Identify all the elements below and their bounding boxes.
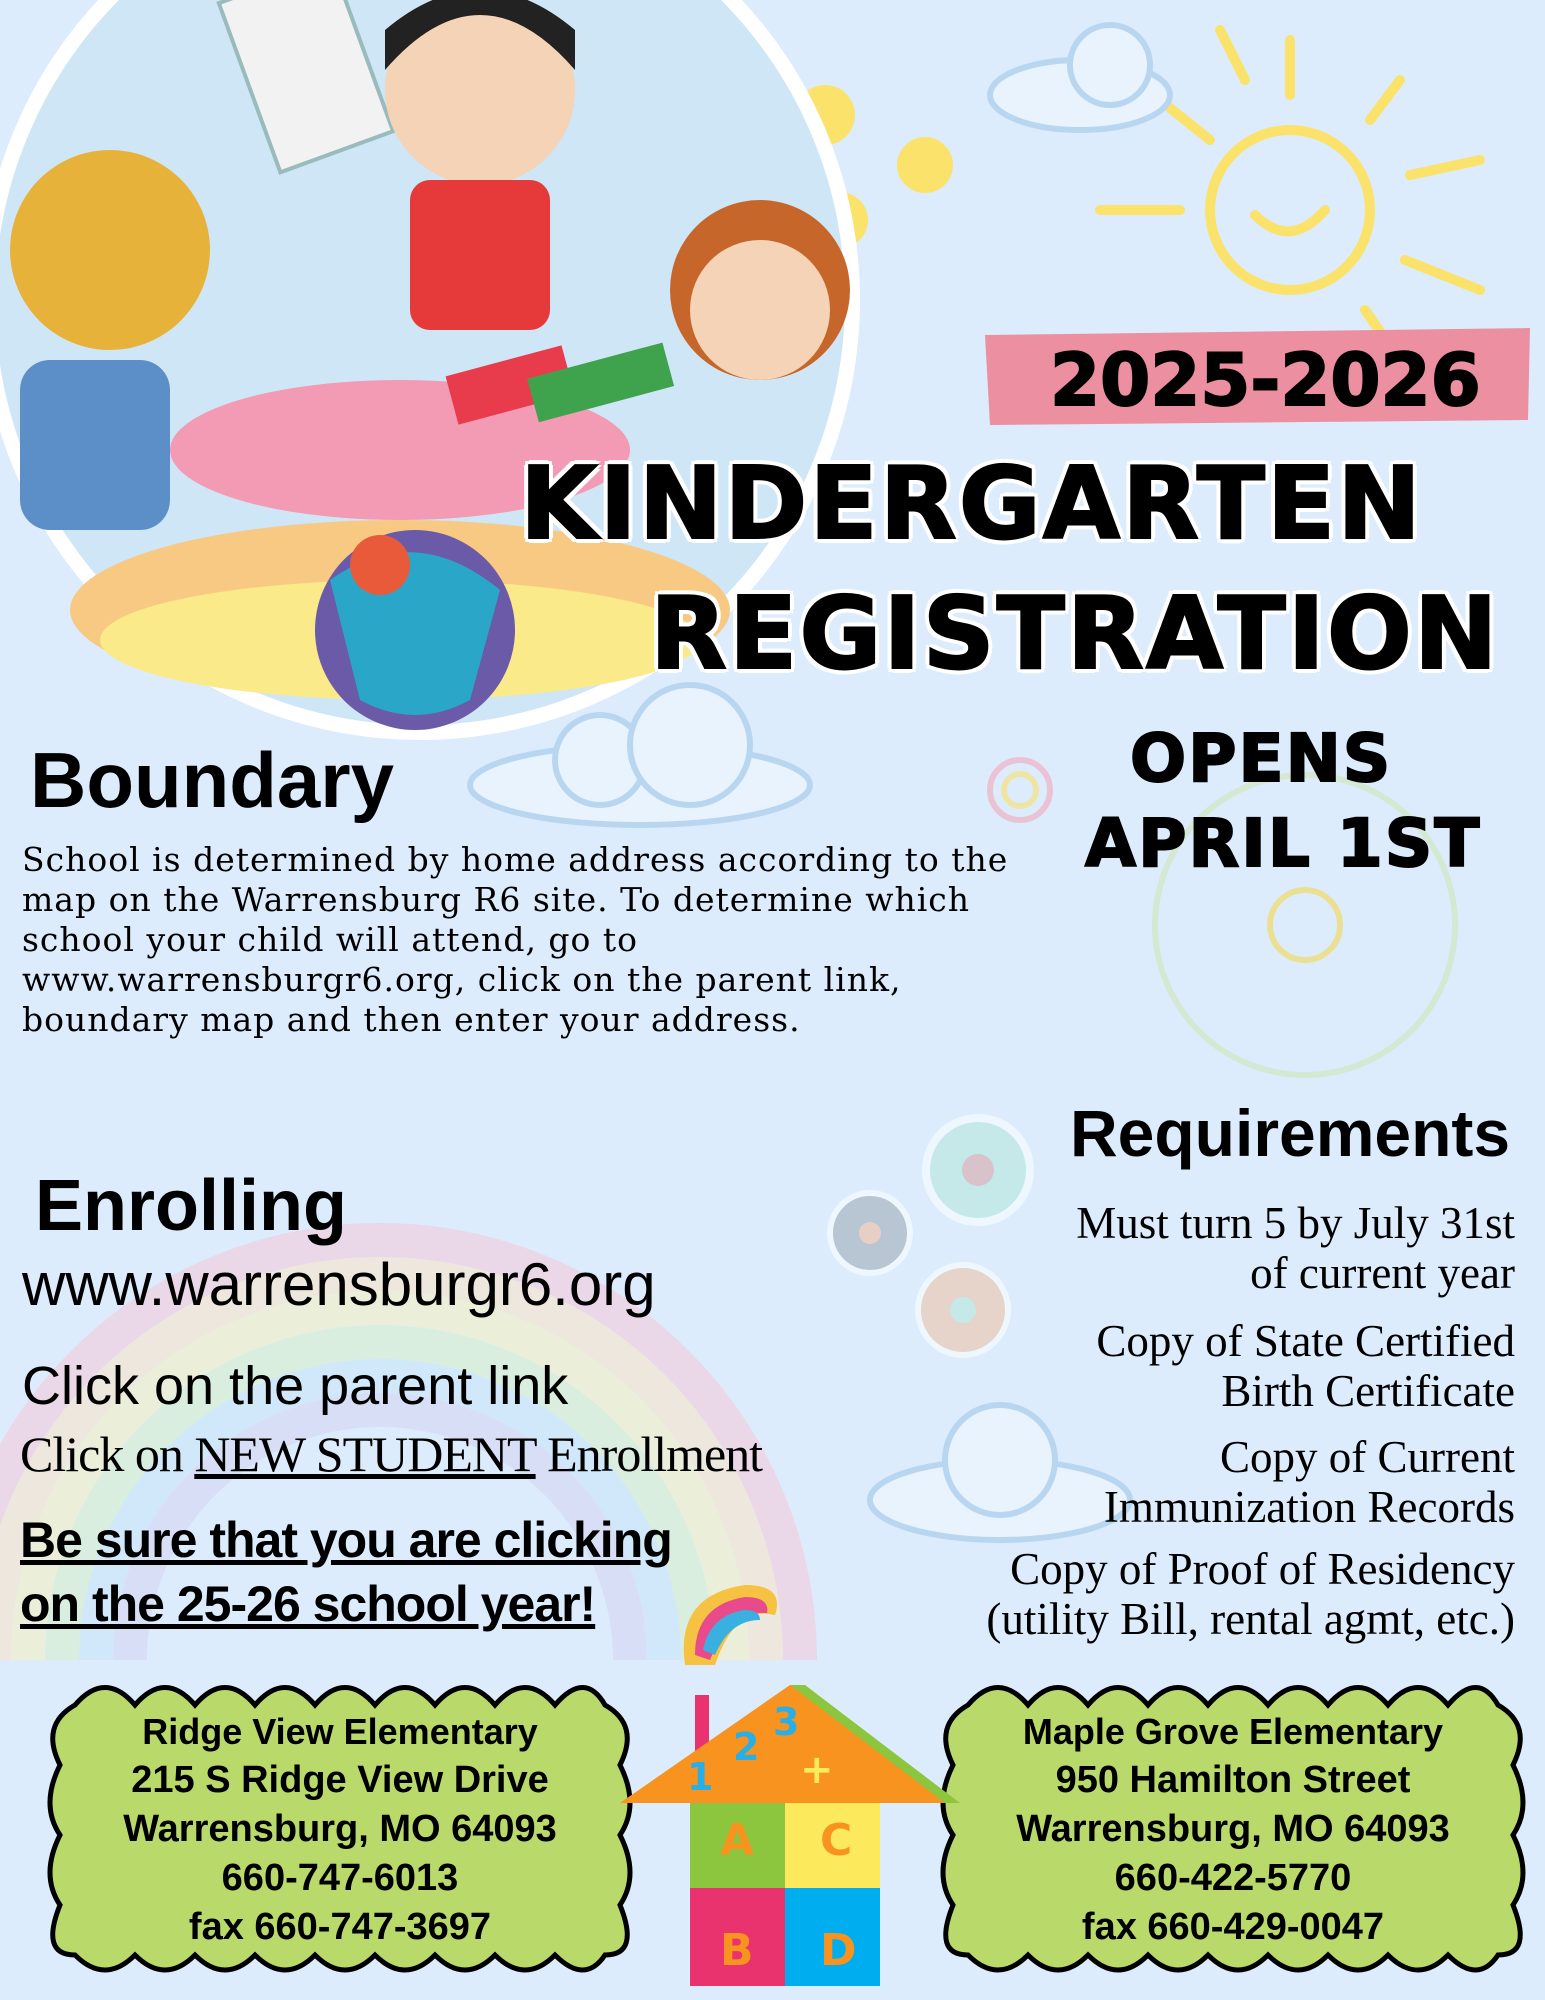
requirement-line: Must turn 5 by July 31st — [1076, 1198, 1515, 1248]
requirement-item — [986, 1544, 1515, 1644]
house-number: 1 — [687, 1755, 714, 1799]
house-letter: C — [820, 1815, 853, 1866]
requirements-heading: Requirements — [1070, 1096, 1511, 1170]
page-title-registration: REGISTRATION — [650, 575, 1500, 692]
school-city: Warrensburg, MO 64093 — [1016, 1808, 1450, 1850]
requirement-item — [1096, 1316, 1515, 1416]
enrolling-heading: Enrolling — [35, 1166, 347, 1246]
rainbow-swirl-icon — [675, 1575, 785, 1675]
school-fax: fax 660-429-0047 — [1081, 1906, 1385, 1948]
school-address: 950 Hamilton Street — [1055, 1759, 1411, 1801]
requirement-line: Immunization Records — [1103, 1482, 1515, 1532]
school-fax: fax 660-747-3697 — [188, 1906, 492, 1948]
requirement-line: (utility Bill, rental agmt, etc.) — [986, 1594, 1515, 1644]
enroll-step-2 — [20, 1425, 762, 1483]
step-2-suffix: Enrollment — [535, 1426, 763, 1482]
school-year: 2025-2026 — [1050, 338, 1481, 422]
enroll-step-1: Click on the parent link — [22, 1356, 569, 1416]
house-letter: A — [720, 1815, 755, 1866]
requirement-line: of current year — [1250, 1248, 1515, 1298]
school-address: 215 S Ridge View Drive — [131, 1759, 549, 1801]
opens-date: APRIL 1ST — [1085, 805, 1482, 882]
house-number: 2 — [733, 1725, 760, 1769]
house-number: 3 — [773, 1700, 800, 1744]
opens-label: OPENS — [1130, 720, 1393, 797]
school-card-maple-grove — [928, 1665, 1538, 1990]
requirement-line: Copy of State Certified — [1096, 1316, 1515, 1366]
abc-house-illustration — [615, 1685, 960, 1990]
house-letter: D — [820, 1925, 857, 1976]
page-title-kindergarten: KINDERGARTEN — [520, 445, 1423, 562]
plus-icon: + — [800, 1747, 834, 1793]
school-name: Ridge View Elementary — [142, 1711, 538, 1752]
requirement-line: Copy of Current — [1220, 1432, 1515, 1482]
boundary-heading: Boundary — [30, 736, 395, 824]
new-student-link[interactable]: NEW STUDENT — [194, 1426, 536, 1482]
requirement-line: Birth Certificate — [1221, 1366, 1515, 1416]
step-2-prefix: Click on — [20, 1426, 195, 1482]
enrollment-url[interactable]: www.warrensburgr6.org — [22, 1251, 656, 1318]
school-card-ridge-view — [35, 1665, 645, 1990]
school-year-warning — [20, 1508, 672, 1636]
requirement-item — [1104, 1432, 1515, 1532]
warning-line: on the 25-26 school year! — [20, 1576, 596, 1632]
school-phone: 660-422-5770 — [1114, 1857, 1352, 1899]
school-name: Maple Grove Elementary — [1022, 1711, 1444, 1752]
warning-line: Be sure that you are clicking — [20, 1512, 672, 1568]
boundary-text: School is determined by home address according to the map on the Warrensburg R6 site. To determine which school your child will attend, go to www.warrensburgr6.org, click on the parent link, boundary map and then enter your address. — [22, 840, 1009, 1039]
school-phone: 660-747-6013 — [221, 1857, 459, 1899]
house-letter: B — [720, 1925, 754, 1976]
requirement-item — [1076, 1198, 1515, 1298]
school-city: Warrensburg, MO 64093 — [123, 1808, 557, 1850]
requirement-line: Copy of Proof of Residency — [1010, 1544, 1515, 1594]
